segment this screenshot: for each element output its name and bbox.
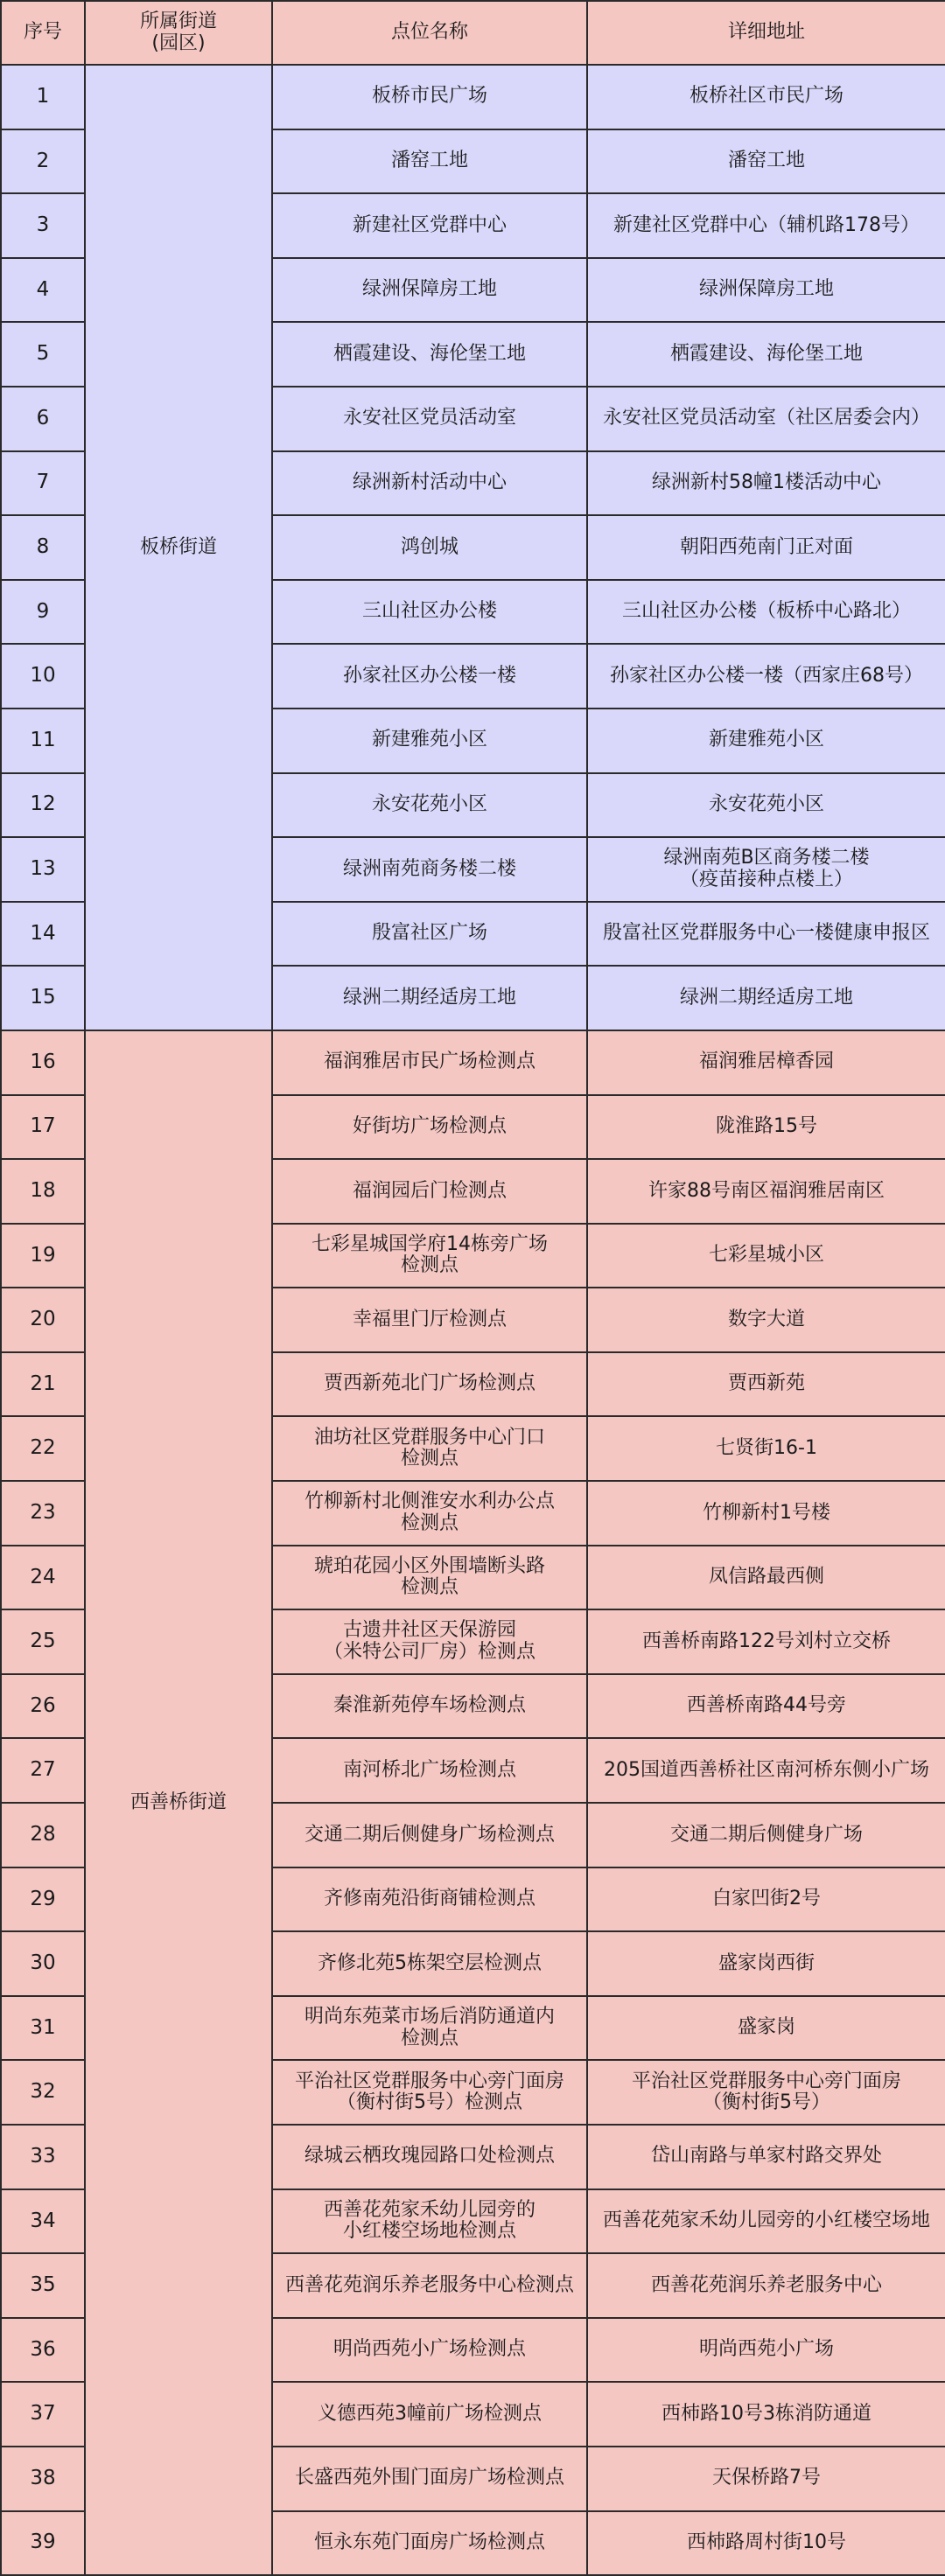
header-index: 序号 [1, 1, 85, 65]
point-name-cell: 新建社区党群中心 [272, 193, 587, 258]
address-cell: 殷富社区党群服务中心一楼健康申报区 [587, 902, 945, 967]
address-cell: 205国道西善桥社区南河桥东侧小广场 [587, 1738, 945, 1803]
point-name-cell: 殷富社区广场 [272, 902, 587, 967]
row-index: 26 [1, 1674, 85, 1739]
address-cell: 竹柳新村1号楼 [587, 1481, 945, 1546]
row-index: 18 [1, 1159, 85, 1224]
point-name-cell: 板桥市民广场 [272, 65, 587, 129]
row-index: 29 [1, 1867, 85, 1932]
address-cell: 朝阳西苑南门正对面 [587, 515, 945, 580]
point-name-cell: 鸿创城 [272, 515, 587, 580]
address-cell: 绿洲保障房工地 [587, 258, 945, 323]
address-cell: 盛家岗西街 [587, 1931, 945, 1996]
point-name-cell: 齐修北苑5栋架空层检测点 [272, 1931, 587, 1996]
row-index: 4 [1, 258, 85, 323]
address-cell: 新建社区党群中心（辅机路178号） [587, 193, 945, 258]
point-name-cell: 幸福里门厅检测点 [272, 1288, 587, 1352]
point-name-cell: 绿洲新村活动中心 [272, 451, 587, 516]
address-cell: 七彩星城小区 [587, 1224, 945, 1288]
address-cell: 盛家岗 [587, 1996, 945, 2061]
point-name-cell: 贾西新苑北门广场检测点 [272, 1352, 587, 1417]
point-name-cell: 油坊社区党群服务中心门口 检测点 [272, 1416, 587, 1481]
row-index: 30 [1, 1931, 85, 1996]
row-index: 28 [1, 1803, 85, 1867]
point-name-cell: 永安花苑小区 [272, 773, 587, 838]
address-cell: 绿洲南苑B区商务楼二楼 （疫苗接种点楼上） [587, 837, 945, 902]
point-name-cell: 栖霞建设、海伦堡工地 [272, 322, 587, 387]
address-cell: 绿洲新村58幢1楼活动中心 [587, 451, 945, 516]
row-index: 31 [1, 1996, 85, 2061]
address-cell: 西善花苑润乐养老服务中心 [587, 2253, 945, 2318]
row-index: 17 [1, 1095, 85, 1160]
address-cell: 西善桥南路122号刘村立交桥 [587, 1609, 945, 1674]
row-index: 5 [1, 322, 85, 387]
row-index: 23 [1, 1481, 85, 1546]
point-name-cell: 西善花苑家禾幼儿园旁的 小红楼空场地检测点 [272, 2189, 587, 2254]
row-index: 2 [1, 129, 85, 194]
point-name-cell: 潘窑工地 [272, 129, 587, 194]
point-name-cell: 明尚东苑菜市场后消防通道内 检测点 [272, 1996, 587, 2061]
district-cell: 板桥街道 [85, 65, 272, 1030]
point-name-cell: 孙家社区办公楼一楼 [272, 644, 587, 709]
header-district [85, 1, 272, 65]
point-name-cell: 秦淮新苑停车场检测点 [272, 1674, 587, 1739]
address-cell: 西善花苑家禾幼儿园旁的小红楼空场地 [587, 2189, 945, 2254]
table-row [1, 1030, 945, 1095]
point-name-cell: 明尚西苑小广场检测点 [272, 2318, 587, 2383]
address-cell: 西杮路周村街10号 [587, 2511, 945, 2576]
row-index: 9 [1, 580, 85, 645]
point-name-cell: 绿洲南苑商务楼二楼 [272, 837, 587, 902]
table-header-row [1, 1, 945, 65]
address-cell: 许家88号南区福润雅居南区 [587, 1159, 945, 1224]
address-cell: 岱山南路与单家村路交界处 [587, 2125, 945, 2189]
row-index: 25 [1, 1609, 85, 1674]
point-name-cell: 绿洲保障房工地 [272, 258, 587, 323]
row-index: 10 [1, 644, 85, 709]
point-name-cell: 长盛西苑外围门面房广场检测点 [272, 2447, 587, 2511]
address-cell: 西善桥南路44号旁 [587, 1674, 945, 1739]
address-cell: 绿洲二期经适房工地 [587, 966, 945, 1030]
address-cell: 天保桥路7号 [587, 2447, 945, 2511]
point-name-cell: 交通二期后侧健身广场检测点 [272, 1803, 587, 1867]
row-index: 35 [1, 2253, 85, 2318]
row-index: 27 [1, 1738, 85, 1803]
row-index: 12 [1, 773, 85, 838]
point-name-cell: 好街坊广场检测点 [272, 1095, 587, 1160]
point-name-cell: 西善花苑润乐养老服务中心检测点 [272, 2253, 587, 2318]
row-index: 33 [1, 2125, 85, 2189]
address-cell: 永安社区党员活动室（社区居委会内） [587, 387, 945, 451]
address-cell: 贾西新苑 [587, 1352, 945, 1417]
point-name-cell: 福润园后门检测点 [272, 1159, 587, 1224]
address-cell: 平治社区党群服务中心旁门面房 （衡村街5号） [587, 2060, 945, 2125]
address-cell: 三山社区办公楼（板桥中心路北） [587, 580, 945, 645]
row-index: 16 [1, 1030, 85, 1095]
row-index: 19 [1, 1224, 85, 1288]
row-index: 21 [1, 1352, 85, 1417]
point-name-cell: 绿洲二期经适房工地 [272, 966, 587, 1030]
header-point-name: 点位名称 [272, 1, 587, 65]
row-index: 36 [1, 2318, 85, 2383]
point-name-cell: 福润雅居市民广场检测点 [272, 1030, 587, 1095]
point-name-cell: 永安社区党员活动室 [272, 387, 587, 451]
address-cell: 潘窑工地 [587, 129, 945, 194]
row-index: 38 [1, 2447, 85, 2511]
row-index: 22 [1, 1416, 85, 1481]
address-cell: 西杮路10号3栋消防通道 [587, 2382, 945, 2447]
row-index: 6 [1, 387, 85, 451]
district-cell: 西善桥街道 [85, 1030, 272, 2575]
header-address: 详细地址 [587, 1, 945, 65]
point-name-cell: 南河桥北广场检测点 [272, 1738, 587, 1803]
row-index: 7 [1, 451, 85, 516]
address-cell: 孙家社区办公楼一楼（西家庄68号） [587, 644, 945, 709]
row-index: 1 [1, 65, 85, 129]
address-cell: 交通二期后侧健身广场 [587, 1803, 945, 1867]
row-index: 13 [1, 837, 85, 902]
point-name-cell: 七彩星城国学府14栋旁广场 检测点 [272, 1224, 587, 1288]
row-index: 39 [1, 2511, 85, 2576]
row-index: 20 [1, 1288, 85, 1352]
header-district-text: 所属街道 (园区) [139, 10, 217, 54]
row-index: 24 [1, 1546, 85, 1610]
row-index: 8 [1, 515, 85, 580]
address-cell: 七贤街16-1 [587, 1416, 945, 1481]
address-cell: 栖霞建设、海伦堡工地 [587, 322, 945, 387]
point-name-cell: 竹柳新村北侧淮安水利办公点 检测点 [272, 1481, 587, 1546]
row-index: 32 [1, 2060, 85, 2125]
row-index: 37 [1, 2382, 85, 2447]
address-cell: 永安花苑小区 [587, 773, 945, 838]
address-cell: 福润雅居樟香园 [587, 1030, 945, 1095]
address-cell: 白家凹街2号 [587, 1867, 945, 1932]
address-cell: 新建雅苑小区 [587, 709, 945, 773]
point-name-cell: 恒永东苑门面房广场检测点 [272, 2511, 587, 2576]
row-index: 11 [1, 709, 85, 773]
address-cell: 板桥社区市民广场 [587, 65, 945, 129]
point-name-cell: 义德西苑3幢前广场检测点 [272, 2382, 587, 2447]
table-row [1, 65, 945, 129]
point-name-cell: 齐修南苑沿街商铺检测点 [272, 1867, 587, 1932]
table-body [1, 65, 945, 2575]
point-name-cell: 绿城云栖玫瑰园路口处检测点 [272, 2125, 587, 2189]
address-cell: 凤信路最西侧 [587, 1546, 945, 1610]
address-cell: 明尚西苑小广场 [587, 2318, 945, 2383]
point-name-cell: 琥珀花园小区外围墙断头路 检测点 [272, 1546, 587, 1610]
row-index: 14 [1, 902, 85, 967]
row-index: 15 [1, 966, 85, 1030]
row-index: 34 [1, 2189, 85, 2254]
point-name-cell: 三山社区办公楼 [272, 580, 587, 645]
point-name-cell: 古遗井社区天保游园 （米特公司厂房）检测点 [272, 1609, 587, 1674]
address-cell: 数字大道 [587, 1288, 945, 1352]
address-cell: 陇淮路15号 [587, 1095, 945, 1160]
row-index: 3 [1, 193, 85, 258]
point-name-cell: 新建雅苑小区 [272, 709, 587, 773]
point-name-cell: 平治社区党群服务中心旁门面房 （衡村街5号）检测点 [272, 2060, 587, 2125]
